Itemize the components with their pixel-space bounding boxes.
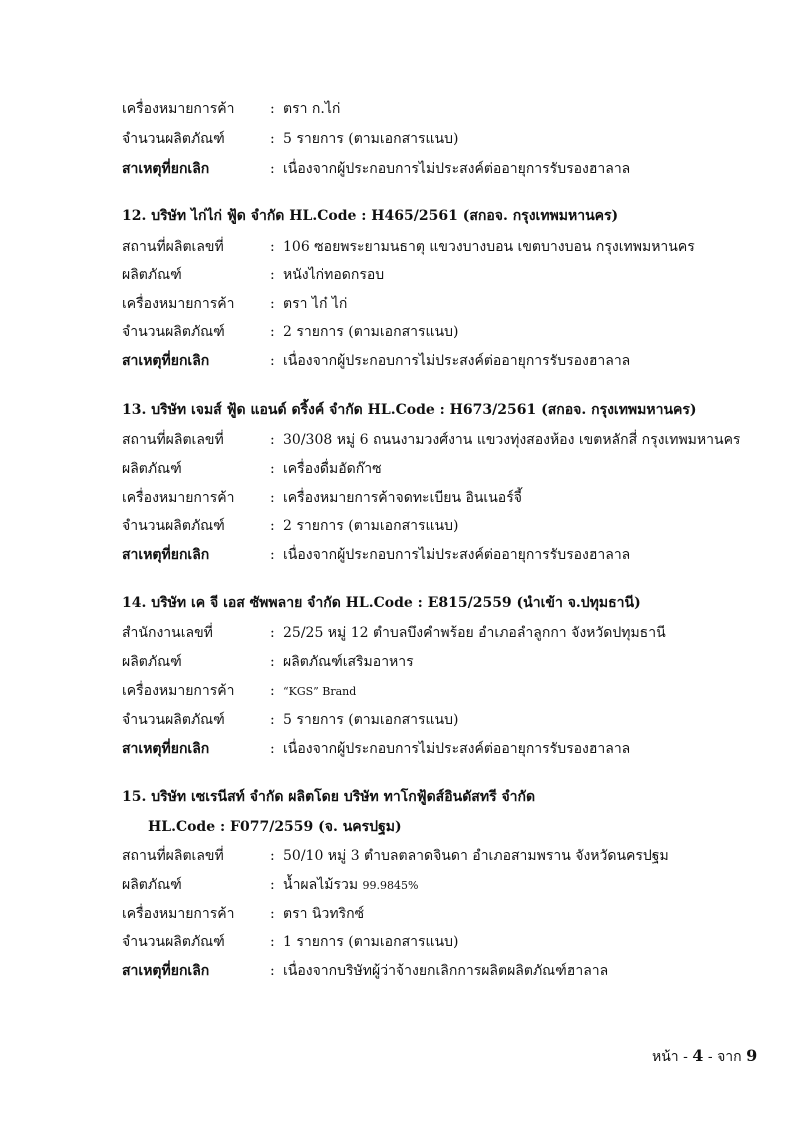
product-count-value: 2 รายการ (ตามเอกสารแนบ) <box>283 324 459 340</box>
trademark-value: ตรา นิวทริกซ์ <box>283 906 365 922</box>
cancel-reason-label: สาเหตุที่ยกเลิก <box>122 353 210 369</box>
total-pages: 9 <box>746 1046 758 1065</box>
product-count-value: 5 รายการ (ตามเอกสารแนบ) <box>283 712 459 728</box>
production-site-label: สถานที่ผลิตเลขที่ <box>122 432 224 448</box>
product-name: น้ำผลไม้รวม <box>283 877 359 893</box>
product-count-value: 1 รายการ (ตามเอกสารแนบ) <box>283 934 459 950</box>
trademark-label: เครื่องหมายการค้า <box>122 906 235 922</box>
product-label: ผลิตภัณฑ์ <box>122 877 182 893</box>
cancel-reason-value: เนื่องจากผู้ประกอบการไม่ประสงค์ต่ออายุการรับรองฮาลาล <box>283 353 631 369</box>
trademark-value: ตรา ไก๋ ไก่ <box>283 296 348 312</box>
production-site-value: 30/308 หมู่ 6 ถนนงามวงศ์งาน แขวงทุ่งสองห้อง เขตหลักสี่ กรุงเทพมหานคร <box>283 432 741 448</box>
production-site-value: 106 ซอยพระยามนธาตุ แขวงบางบอน เขตบางบอน กรุงเทพมหานคร <box>283 239 695 255</box>
entry-12-heading: 12. บริษัท ไก่ไก่ ฟู้ด จำกัด HL.Code : H465/2561 (สกอจ. กรุงเทพมหานคร) <box>122 208 619 224</box>
trademark-label: เครื่องหมายการค้า <box>122 683 235 699</box>
colon: : <box>270 353 275 369</box>
product-value: ผลิตภัณฑ์เสริมอาหาร <box>283 654 414 670</box>
page-number-footer <box>652 1046 757 1068</box>
product-count-label: จำนวนผลิตภัณฑ์ <box>122 131 225 147</box>
cancel-reason-label: สาเหตุที่ยกเลิก <box>122 963 210 979</box>
cancel-reason-value: เนื่องจากบริษัทผู้ว่าจ้างยกเลิกการผลิตผลิตภัณฑ์ฮาลาล <box>283 963 609 979</box>
colon: : <box>270 712 275 728</box>
product-count-label: จำนวนผลิตภัณฑ์ <box>122 934 225 950</box>
production-site-label: สถานที่ผลิตเลขที่ <box>122 239 224 255</box>
entry-15-heading: 15. บริษัท เซเรนีสท์ จำกัด ผลิตโดย บริษัท ทาโกฟู้ดส์อินดัสทรี จำกัด <box>122 789 536 805</box>
trademark-label: เครื่องหมายการค้า <box>122 101 235 117</box>
colon: : <box>270 518 275 534</box>
colon: : <box>270 654 275 670</box>
entry-14-heading: 14. บริษัท เค จี เอส ซัพพลาย จำกัด HL.Code : E815/2559 (นำเข้า จ.ปทุมธานี) <box>122 595 641 611</box>
colon: : <box>270 877 275 893</box>
trademark-label: เครื่องหมายการค้า <box>122 490 235 506</box>
product-value <box>283 876 419 895</box>
trademark-value: เครื่องหมายการค้าจดทะเบียน อินเนอร์จี้ <box>283 490 522 506</box>
colon: : <box>270 101 275 117</box>
product-count-label: จำนวนผลิตภัณฑ์ <box>122 324 225 340</box>
cancel-reason-label: สาเหตุที่ยกเลิก <box>122 741 210 757</box>
trademark-value: “KGS” Brand <box>283 685 357 698</box>
office-value: 25/25 หมู่ 12 ตำบลบึงคำพร้อย อำเภอลำลูกกา จังหวัดปทุมธานี <box>283 625 666 641</box>
colon: : <box>270 741 275 757</box>
product-value: หนังไก่ทอดกรอบ <box>283 267 385 283</box>
colon: : <box>270 683 275 699</box>
product-count-value: 2 รายการ (ตามเอกสารแนบ) <box>283 518 459 534</box>
office-label: สำนักงานเลขที่ <box>122 625 213 641</box>
trademark-value: ตรา ก.ไก่ <box>283 101 341 117</box>
product-percentage: 99.9845% <box>362 879 419 892</box>
colon: : <box>270 547 275 563</box>
cancel-reason-value: เนื่องจากผู้ประกอบการไม่ประสงค์ต่ออายุการรับรองฮาลาล <box>283 547 631 563</box>
colon: : <box>270 906 275 922</box>
cancel-reason-value: เนื่องจากผู้ประกอบการไม่ประสงค์ต่ออายุการรับรองฮาลาล <box>283 161 631 177</box>
colon: : <box>270 432 275 448</box>
entry-13-heading: 13. บริษัท เจมส์ ฟู้ด แอนด์ ดริ้งค์ จำกัด HL.Code : H673/2561 (สกอจ. กรุงเทพมหานคร) <box>122 402 697 418</box>
colon: : <box>270 239 275 255</box>
cancel-reason-label: สาเหตุที่ยกเลิก <box>122 547 210 563</box>
cancel-reason-label: สาเหตุที่ยกเลิก <box>122 161 210 177</box>
colon: : <box>270 296 275 312</box>
product-label: ผลิตภัณฑ์ <box>122 267 182 283</box>
footer-middle: - จาก <box>703 1049 747 1065</box>
colon: : <box>270 490 275 506</box>
cancel-reason-value: เนื่องจากผู้ประกอบการไม่ประสงค์ต่ออายุการรับรองฮาลาล <box>283 741 631 757</box>
colon: : <box>270 267 275 283</box>
colon: : <box>270 848 275 864</box>
production-site-label: สถานที่ผลิตเลขที่ <box>122 848 224 864</box>
product-value: เครื่องดื่มอัดก๊าซ <box>283 461 382 477</box>
trademark-label: เครื่องหมายการค้า <box>122 296 235 312</box>
colon: : <box>270 324 275 340</box>
colon: : <box>270 131 275 147</box>
product-count-label: จำนวนผลิตภัณฑ์ <box>122 518 225 534</box>
product-count-label: จำนวนผลิตภัณฑ์ <box>122 712 225 728</box>
colon: : <box>270 625 275 641</box>
product-label: ผลิตภัณฑ์ <box>122 654 182 670</box>
product-label: ผลิตภัณฑ์ <box>122 461 182 477</box>
colon: : <box>270 161 275 177</box>
colon: : <box>270 934 275 950</box>
colon: : <box>270 461 275 477</box>
footer-prefix: หน้า - <box>652 1049 693 1065</box>
colon: : <box>270 963 275 979</box>
current-page: 4 <box>692 1046 704 1065</box>
production-site-value: 50/10 หมู่ 3 ตำบลตลาดจินดา อำเภอสามพราน จังหวัดนครปฐม <box>283 848 669 864</box>
entry-15-heading-code: HL.Code : F077/2559 (จ. นครปฐม) <box>148 819 402 835</box>
product-count-value: 5 รายการ (ตามเอกสารแนบ) <box>283 131 459 147</box>
